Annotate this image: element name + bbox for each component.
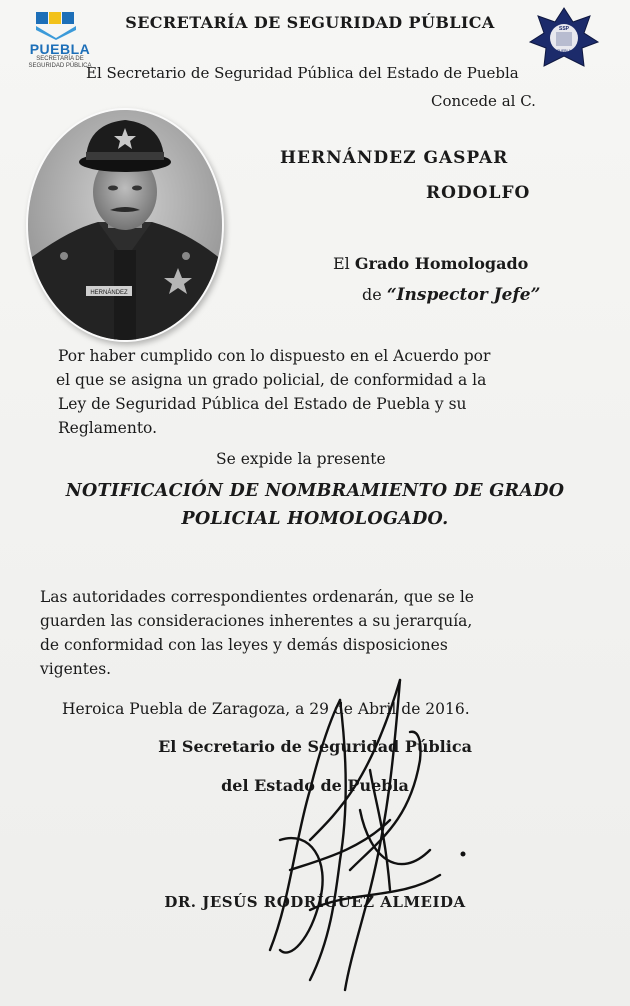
signatory-title-line-1: El Secretario de Seguridad Pública xyxy=(158,737,472,756)
logo-wordmark: PUEBLA xyxy=(29,41,91,57)
rank-line xyxy=(362,285,540,305)
body1-line-1: Por haber cumplido con lo dispuesto en el Acuerdo por xyxy=(58,347,491,365)
body1-line-2: el que se asigna un grado policial, de conformidad a la xyxy=(56,371,487,389)
logo-subtitle-line-1: SECRETARÍA DE xyxy=(36,56,84,62)
signatory-title-line-2: del Estado de Puebla xyxy=(221,776,409,795)
body1-line-3: Ley de Seguridad Pública del Estado de Puebla y su xyxy=(58,395,467,413)
badge-text: SSP xyxy=(558,26,570,32)
grade-line xyxy=(333,254,528,273)
grade-label: Grado Homologado xyxy=(354,254,529,273)
body2-line-3: de conformidad con las leyes y demás disposiciones xyxy=(40,636,448,654)
recipient-surnames: HERNÁNDEZ GASPAR xyxy=(280,148,509,168)
body1-line-4: Reglamento. xyxy=(58,419,158,437)
officer-portrait-icon xyxy=(28,110,222,340)
body2-line-4: vigentes. xyxy=(40,660,112,678)
expide-line: Se expide la presente xyxy=(216,450,386,468)
body-paragraph-1 xyxy=(58,344,568,440)
notification-title-line-1: NOTIFICACIÓN DE NOMBRAMIENTO DE GRADO xyxy=(65,481,565,501)
puebla-logo-mark-icon xyxy=(34,10,78,40)
body2-line-1: Las autoridades correspondientes ordenarán, que se le xyxy=(40,588,474,606)
rank-de: de xyxy=(362,285,382,304)
intro-line-1: El Secretario de Seguridad Pública del Estado de Puebla xyxy=(86,64,519,82)
signatory-name: DR. JESÚS RODRÍGUEZ ALMEIDA xyxy=(164,893,466,911)
officer-photo-frame xyxy=(26,108,224,342)
officer-photo xyxy=(28,110,222,340)
rank-value: “Inspector Jefe” xyxy=(386,285,541,305)
badge-subtext: PUEBLA xyxy=(557,49,571,53)
puebla-logo xyxy=(10,8,100,68)
intro-line-2: Concede al C. xyxy=(431,92,536,110)
header-title: SECRETARÍA DE SEGURIDAD PÚBLICA xyxy=(125,13,495,32)
logo-subtitle-line-2: SEGURIDAD PÚBLICA xyxy=(28,63,92,69)
place-date: Heroica Puebla de Zaragoza, a 29 de Abril de 2016. xyxy=(62,700,470,718)
handwritten-signature xyxy=(250,660,480,1000)
notification-title-line-2: POLICIAL HOMOLOGADO. xyxy=(181,509,449,529)
body2-line-2: guarden las consideraciones inherentes a su jerarquía, xyxy=(40,612,473,630)
police-star-badge-icon xyxy=(528,6,600,68)
grade-prefix: El xyxy=(333,254,350,273)
uniform-name-tag: HERNÁNDEZ xyxy=(90,290,128,296)
recipient-given-name: RODOLFO xyxy=(426,183,531,203)
